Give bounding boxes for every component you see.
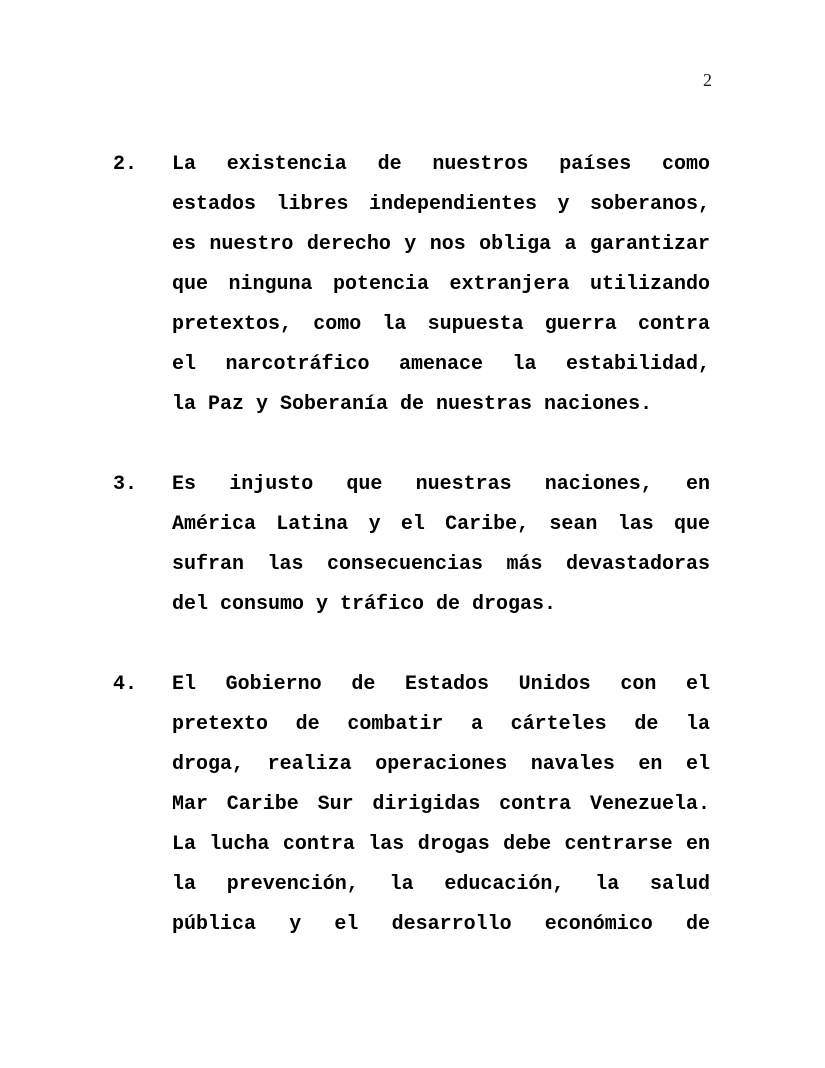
paragraph [113, 465, 710, 625]
text-line: pretexto de combatir a cárteles de la [172, 713, 710, 736]
paragraph-number: 4. [113, 673, 138, 696]
text-line: la prevención, la educación, la salud [172, 873, 710, 896]
text-line: pretextos, como la supuesta guerra contra [172, 313, 710, 336]
text-line: sufran las consecuencias más devastadoras [172, 553, 710, 576]
text-line: que ninguna potencia extranjera utilizando [172, 273, 710, 296]
text-line: del consumo y tráfico de drogas. [172, 593, 557, 616]
text-line: Es injusto que nuestras naciones, en [172, 473, 710, 496]
text-line: El Gobierno de Estados Unidos con el [172, 673, 710, 696]
text-line: América Latina y el Caribe, sean las que [172, 513, 710, 536]
paragraph-lines [172, 145, 710, 425]
document-body [113, 145, 710, 945]
text-line: La existencia de nuestros países como [172, 153, 710, 176]
paragraph-number: 3. [113, 473, 138, 496]
paragraph-lines [172, 665, 710, 945]
text-line: pública y el desarrollo económico de [172, 913, 710, 936]
paragraph [113, 665, 710, 945]
paragraph [113, 145, 710, 425]
text-line: Mar Caribe Sur dirigidas contra Venezuela. [172, 793, 710, 816]
page-number: 2 [703, 70, 712, 90]
paragraph-number: 2. [113, 153, 138, 176]
text-line: la Paz y Soberanía de nuestras naciones. [172, 393, 653, 416]
text-line: droga, realiza operaciones navales en el [172, 753, 710, 776]
text-line: el narcotráfico amenace la estabilidad, [172, 353, 710, 376]
paragraph-lines [172, 465, 710, 625]
text-line: estados libres independientes y soberanos, [172, 193, 710, 216]
text-line: La lucha contra las drogas debe centrarse en [172, 833, 710, 856]
text-line: es nuestro derecho y nos obliga a garantizar [172, 233, 710, 256]
